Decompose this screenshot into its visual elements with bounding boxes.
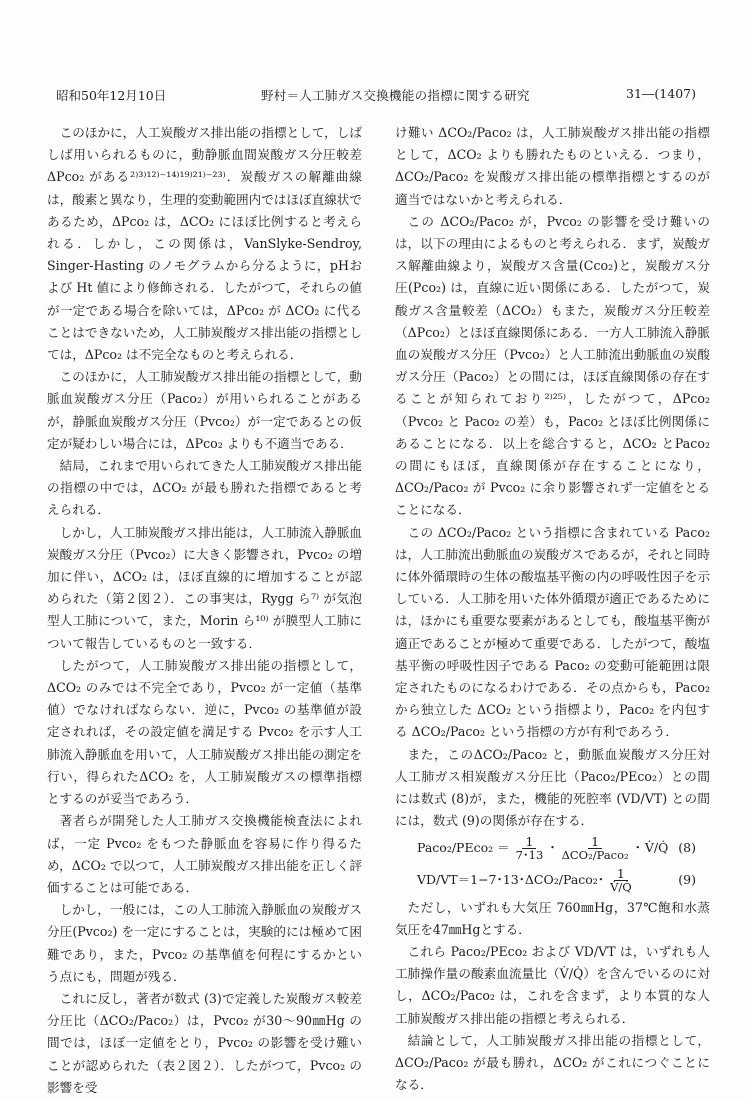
paragraph: 著者らが開発した人工肺ガス交換機能検査法によれば，一定 Pvco₂ をもつた静脈血を容易に作り得るため，ΔCO₂ で以つて，人工肺炭酸ガス排出能を正しく評価することは可能である． bbox=[47, 813, 362, 895]
paragraph: ただし，いずれも大気圧 760㎜Hg，37℃飽和水蒸気圧を47㎜Hgとする． bbox=[395, 899, 710, 937]
equation-label: (8) bbox=[678, 840, 696, 856]
paragraph: 結局，これまで用いられてきた人工肺炭酸ガス排出能の指標の中では，ΔCO₂ が最も勝れた指標であると考えられる． bbox=[47, 458, 362, 518]
header-date: 昭和50年12月10日 bbox=[56, 88, 167, 103]
page-number: 31―(1407) bbox=[626, 86, 696, 101]
equation-9-lhs: VD/VT＝1−7･13･ΔCO₂/Paco₂･ bbox=[417, 872, 605, 888]
left-column bbox=[47, 122, 362, 1099]
numerator: 1 bbox=[588, 835, 602, 849]
paragraph: これら Paco₂/PEco₂ および VD/VT は，いずれも人工肺操作量の酸素血流量比（V̇/Q̇）を含んでいるのに対し，ΔCO₂/Paco₂ は，これを含まず，より本質的な人工肺炭酸ガス排出能の指標と考えられる． bbox=[395, 943, 710, 1026]
equation-label: (9) bbox=[678, 872, 696, 888]
paragraph: 結論として，人工肺炭酸ガス排出能の指標として，ΔCO₂/Paco₂ が最も勝れ，ΔCO₂ がこれにつぐことになる． bbox=[395, 1032, 710, 1093]
numerator: 1 bbox=[614, 867, 628, 881]
paragraph: この ΔCO₂/Paco₂ という指標に含まれている Paco₂ は，人工肺流出動脈血の炭酸ガスであるが，それと同時に体外循環時の生体の酸塩基平衡の内の呼吸性因子を示している．人工肺を用いた体外循環が適正であるためには，ほかにも重要な要素があるとしても，酸塩基平衡が適正であることが極めて重要である．したがつて，酸塩基平衡の呼吸性因子である Paco₂ の変動可能範囲は限定されたものになるわけである．その点からも，Paco₂ から独立した ΔCO₂ という指標より，Paco₂ を内包する ΔCO₂/Paco₂ という指標の方が有利であろう． bbox=[395, 524, 710, 740]
denominator: ΔCO₂/Paco₂ bbox=[561, 848, 629, 862]
fraction bbox=[559, 835, 632, 862]
paragraph: この ΔCO₂/Paco₂ が，Pvco₂ の影響を受け難いのは，以下の理由によるものと考えられる．まず，炭酸ガス解離曲線より，炭酸ガス含量(Cco₂)と，炭酸ガス分圧(Pco₂) は，直線に近い関係にある．したがつて，炭酸ガス含量較差（ΔCO₂）もまた，炭酸ガス分圧較差（ΔPco₂）とほぼ直線関係にある．一方人工肺流入静脈血の炭酸ガス分圧（Pvco₂）と人工肺流出動脈血の炭酸ガス分圧（Paco₂）との間には，ほぼ直線関係の存在することが知られており²⁾²⁵⁾，したがつて，ΔPco₂（Pvco₂ と Paco₂ の差）も，Paco₂ とほぼ比例関係にあることになる．以上を総合すると，ΔCO₂ とPaco₂ の間にもほぼ，直線関係が存在することになり，ΔCO₂/Paco₂ が Pvco₂ に余り影響されず一定値をとることになる． bbox=[395, 213, 710, 518]
header-title: 野村＝人工肺ガス交換機能の指標に関する研究 bbox=[261, 88, 530, 103]
equation-8 bbox=[395, 833, 710, 865]
fraction bbox=[513, 835, 547, 862]
equation-9 bbox=[395, 865, 710, 897]
multiply-dot: ･ bbox=[549, 840, 556, 856]
right-column bbox=[395, 122, 710, 1096]
paragraph: したがつて，人工肺炭酸ガス排出能の指標として，ΔCO₂ のみでは不完全であり，Pvco₂ が一定値（基準値）でなければならない．逆に，Pvco₂ の基準値が設定されれば，その設定値を満足する Pvco₂ を示す人工肺流入静脈血を用いて，人工肺炭酸ガス排出能の測定を行い，得られたΔCO₂ を，人工肺炭酸ガスの標準指標とするのが妥当であろう． bbox=[47, 657, 362, 807]
equation-8-lhs: Paco₂/PEco₂ ＝ bbox=[417, 840, 510, 856]
paragraph: しかし，一般には，この人工肺流入静脈血の炭酸ガス分圧(Pvco₂) を一定にすることは，実験的には極めて困難であり，また，Pvco₂ の基準値を何程にするかという点にも，問題が残る． bbox=[47, 902, 362, 984]
fraction bbox=[607, 867, 635, 894]
denominator: V̇/Q̇ bbox=[610, 880, 632, 894]
paragraph: また，このΔCO₂/Paco₂ と，動脈血炭酸ガス分圧対人工肺ガス相炭酸ガス分圧比（Paco₂/PEco₂）との間には数式 (8)が，また，機能的死腔率 (VD/VT) との間には，数式 (9)の関係が存在する． bbox=[395, 746, 710, 829]
paragraph: け難い ΔCO₂/Paco₂ は，人工肺炭酸ガス排出能の指標として，ΔCO₂ よりも勝れたものといえる．つまり，ΔCO₂/Paco₂ を炭酸ガス排出能の標準指標とするのが適当ではないかと考えられる． bbox=[395, 125, 710, 207]
paragraph: このほかに，人工炭酸ガス排出能の指標として，しばしば用いられるものに，動静脈血間炭酸ガス分圧較差 ΔPco₂ がある²⁾³⁾¹²⁾⁻¹⁴⁾¹⁹⁾²¹⁾⁻²³⁾．炭酸ガスの解離曲線は，酸素と異なり，生理的変動範囲内ではほぼ直線状であるため，ΔPco₂ は，ΔCO₂ にほぼ比例すると考えられる．しかし，この関係は，VanSlyke-Sendroy, Singer-Hasting のノモグラムから分るように，pHおよび Ht 値により修飾される．したがつて，それらの値が一定である場合を除いては，ΔPco₂ が ΔCO₂ に代ることはできないため，人工肺炭酸ガス排出能の指標としては，ΔPco₂ は不完全なものと考えられる． bbox=[47, 125, 362, 363]
denominator: 7･13 bbox=[515, 848, 544, 862]
paragraph: しかし，人工肺炭酸ガス排出能は，人工肺流入静脈血炭酸ガス分圧（Pvco₂）に大きく影響され，Pvco₂ の増加に伴い，ΔCO₂ は，ほぼ直線的に増加することが認められた（第２図２）．この事実は，Rygg ら⁷⁾ が気泡型人工肺について，また，Morin ら¹⁰⁾ が膜型人工肺について報告しているものと一致する． bbox=[47, 524, 362, 651]
paragraph: このほかに，人工肺炭酸ガス排出能の指標として，動脈血炭酸ガス分圧（Paco₂）が用いられることがあるが，静脈血炭酸ガス分圧（Pvco₂）が一定であるとの仮定が疑わしい場合には，ΔPco₂ よりも不適当である． bbox=[47, 369, 362, 451]
paragraph: これに反し，著者が数式 (3)で定義した炭酸ガス較差分圧比（ΔCO₂/Paco₂）は，Pvco₂ が30～90㎜Hg の間では，ほぼ一定値をとり，Pvco₂ の影響を受け難いことが認められた（表２図２）．したがつて，Pvco₂ の影響を受 bbox=[47, 990, 362, 1095]
running-header bbox=[56, 86, 704, 106]
numerator: 1 bbox=[522, 835, 536, 849]
equation-8-tail: ･ V̇/Q̇ bbox=[634, 840, 669, 856]
